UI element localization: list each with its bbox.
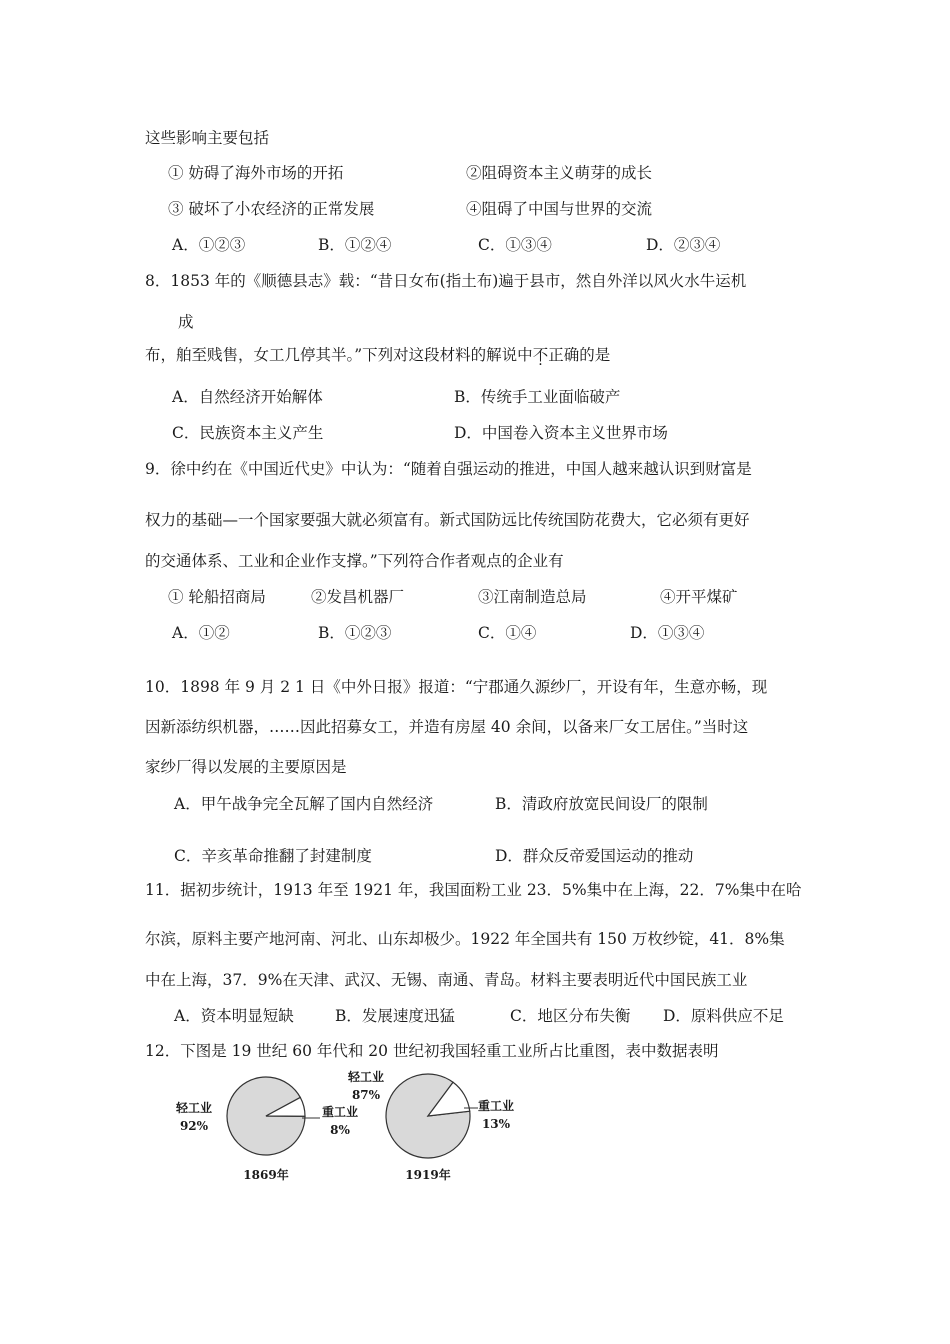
q8-option-c: C．民族资本主义产生	[172, 424, 324, 442]
q9-item-4: ④开平煤矿	[660, 588, 738, 606]
chart-year-label: 1919年	[405, 1168, 451, 1182]
q10-stem-line-3: 家纱厂得以发展的主要原因是	[145, 758, 347, 776]
q11-option-d: D．原料供应不足	[663, 1007, 784, 1025]
label-light-industry: 轻工业	[175, 1101, 213, 1115]
q10-option-c: C．辛亥革命推翻了封建制度	[174, 847, 372, 865]
q8-stem-line-1: 8．1853 年的《顺德县志》载：“昔日女布(指土布)遍于县市，然自外洋以风火水牛运机	[145, 272, 747, 290]
value-heavy-industry: 8%	[330, 1123, 350, 1137]
q7-option-c: C．①③④	[478, 236, 552, 254]
q9-option-a: A．①②	[172, 624, 230, 642]
q8-option-d: D．中国卷入资本主义世界市场	[454, 424, 668, 442]
q10-option-d: D．群众反帝爱国运动的推动	[495, 847, 694, 865]
pie-chart-1	[175, 1069, 358, 1182]
pie-chart-2	[347, 1068, 514, 1182]
q7-option-b: B．①②④	[318, 236, 392, 254]
q10-option-b: B．清政府放宽民间设厂的限制	[495, 795, 708, 813]
label-light-industry: 轻工业	[347, 1070, 385, 1084]
q8-option-b: B．传统手工业面临破产	[454, 388, 621, 406]
q8-stem-line-3	[145, 345, 610, 365]
q7-item-3: ③ 破坏了小农经济的正常发展	[168, 200, 375, 218]
q8-emphasis-not: 不	[532, 346, 549, 364]
q7-option-d: D．②③④	[646, 236, 721, 254]
q8-stem-line-3-a: 布，舶至贱售，女工几停其半。”下列对这段材料的解说中	[145, 346, 533, 364]
q11-option-b: B．发展速度迅猛	[335, 1007, 455, 1025]
q7-item-1: ① 妨碍了海外市场的开拓	[168, 164, 344, 182]
q7-stem-tail: 这些影响主要包括	[145, 129, 270, 147]
value-heavy-industry: 13%	[481, 1117, 511, 1131]
value-light-industry: 87%	[351, 1088, 381, 1102]
q8-stem-line-2: 成	[178, 313, 194, 331]
q7-item-2: ②阻碍资本主义萌芽的成长	[466, 164, 653, 182]
q9-option-c: C．①④	[478, 624, 537, 642]
q12-stem-line-1: 12．下图是 19 世纪 60 年代和 20 世纪初我国轻重工业所占比重图，表中数据表明	[145, 1042, 719, 1060]
label-heavy-industry: 重工业	[321, 1105, 359, 1119]
q9-option-d: D．①③④	[630, 624, 705, 642]
q9-item-1: ① 轮船招商局	[168, 588, 266, 606]
q9-stem-line-1: 9．徐中约在《中国近代史》中认为：“随着自强运动的推进，中国人越来越认识到财富是	[145, 460, 752, 478]
q10-stem-line-2: 因新添纺织机器，……因此招募女工，并造有房屋 40 余间，以备来厂女工居住。”当时这	[145, 718, 749, 736]
q9-stem-line-3: 的交通体系、工业和企业作支撑。”下列符合作者观点的企业有	[145, 552, 564, 570]
pie-slice-light-industry	[371, 1068, 483, 1173]
q7-item-4: ④阻碍了中国与世界的交流	[466, 200, 653, 218]
q9-stem-line-2: 权力的基础—一个国家要强大就必须富有。新式国防远比传统国防花费大，它必须有更好	[145, 511, 750, 529]
q9-option-b: B．①②③	[318, 624, 392, 642]
q10-option-a: A．甲午战争完全瓦解了国内自然经济	[174, 795, 434, 813]
q11-option-a: A．资本明显短缺	[174, 1007, 294, 1025]
value-light-industry: 92%	[179, 1119, 209, 1133]
q11-option-c: C．地区分布失衡	[510, 1007, 631, 1025]
q8-stem-line-3-c: 正确的是	[548, 346, 611, 364]
chart-year-label: 1869年	[243, 1168, 289, 1182]
q11-stem-line-2: 尔滨，原料主要产地河南、河北、山东却极少。1922 年全国共有 150 万枚纱锭，41．8%集	[145, 930, 785, 948]
q7-option-a: A．①②③	[172, 236, 246, 254]
q11-stem-line-1: 11．据初步统计，1913 年至 1921 年，我国面粉工业 23．5%集中在上海，22．7%集中在哈	[145, 881, 802, 899]
q10-stem-line-1: 10．1898 年 9 月 2 1 日《中外日报》报道：“宁郡通久源纱厂，开设有年，生意亦畅，现	[145, 678, 768, 696]
q8-option-a: A．自然经济开始解体	[172, 388, 323, 406]
q11-stem-line-3: 中在上海，37．9%在天津、武汉、无锡、南通、青岛。材料主要表明近代中国民族工业	[145, 971, 748, 989]
q9-item-2: ②发昌机器厂	[311, 588, 405, 606]
pie-charts-figure	[170, 1068, 550, 1192]
q9-item-3: ③江南制造总局	[478, 588, 587, 606]
label-heavy-industry: 重工业	[477, 1099, 515, 1113]
